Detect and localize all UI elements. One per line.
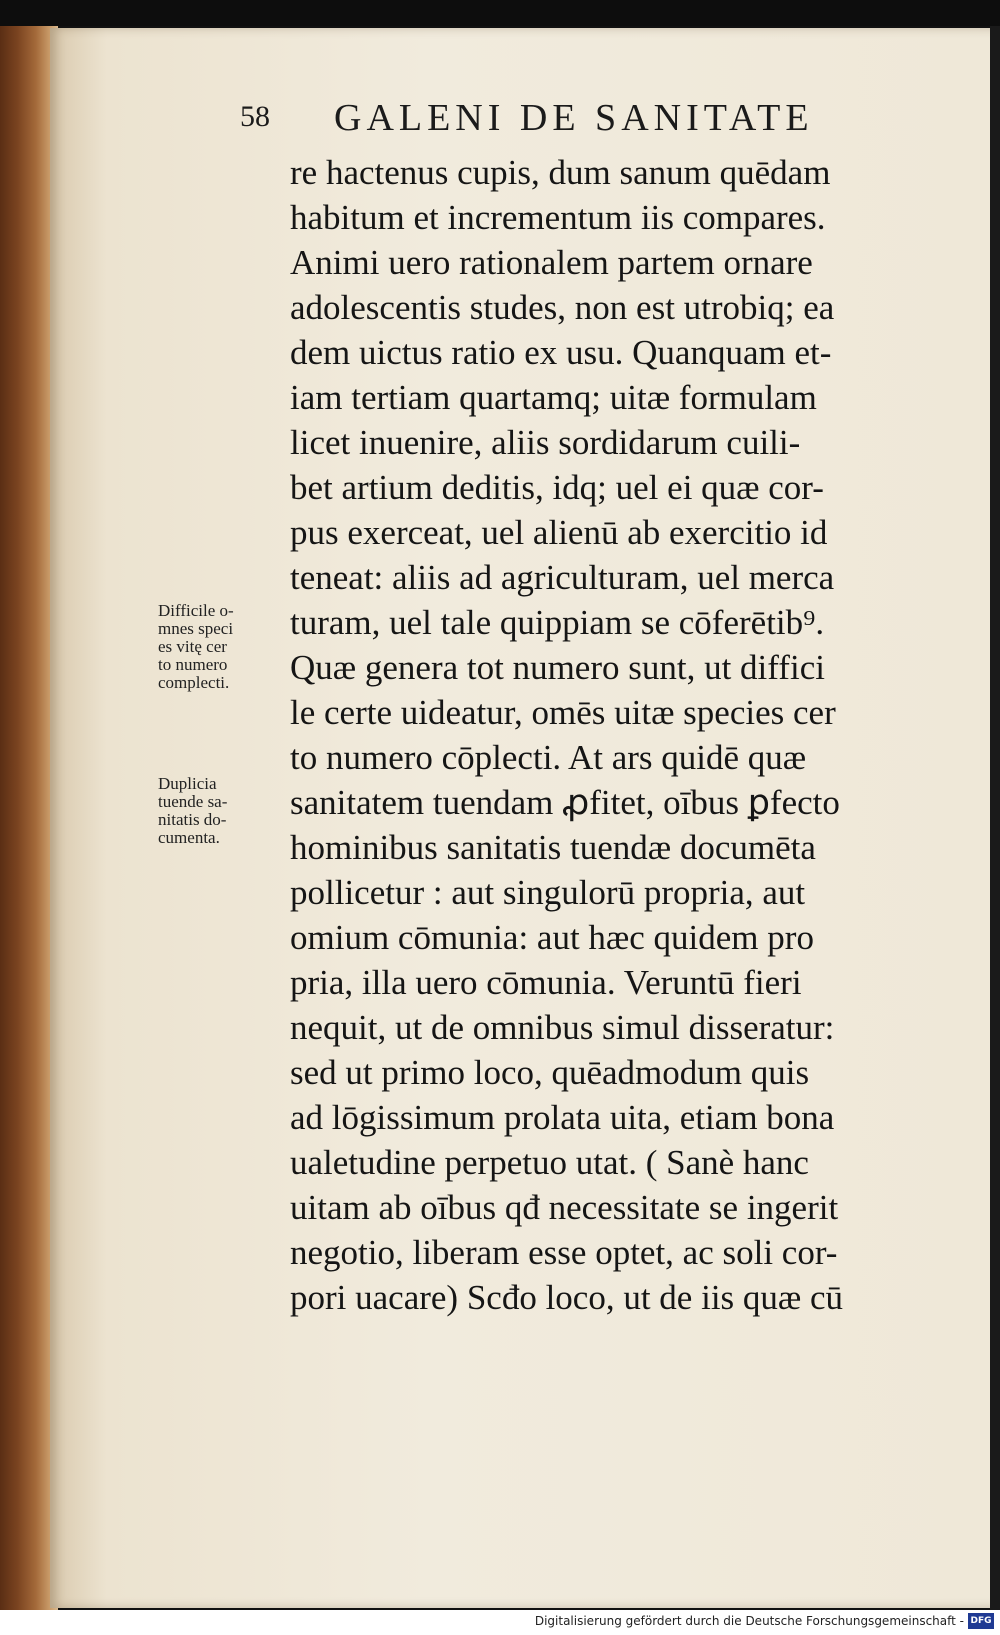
margin-note-line: mnes speci [158, 619, 234, 638]
text-line: ad lōgissimum prolata uita, etiam bona [290, 1098, 835, 1137]
footer-credit: Digitalisierung gefördert durch die Deutsche Forschungsgemeinschaft - [534, 1614, 964, 1628]
text-line: ualetudine perpetuo utat. ( Sanè hanc [290, 1143, 809, 1182]
text-line: sanitatem tuendam ꝓfitet, oībus ꝑfecto [290, 783, 840, 822]
margin-note-line: Difficile o- [158, 601, 234, 620]
text-line: iam tertiam quartamq; uitæ formulam [290, 378, 817, 417]
scan-right-border [990, 26, 1000, 1610]
text-line: bet artium deditis, idq; uel ei quæ cor- [290, 468, 824, 507]
text-line: turam, uel tale quippiam se cōferētib⁹. [290, 603, 825, 642]
text-line: re hactenus cupis, dum sanum quēdam [290, 153, 831, 192]
text-line: negotio, liberam esse optet, ac soli cor- [290, 1233, 838, 1272]
footer-bar [0, 1610, 1000, 1635]
text-line: adolescentis studes, non est utrobiq; ea [290, 288, 835, 327]
text-line: le certe uideatur, omēs uitæ species cer [290, 693, 836, 732]
text-line: sed ut primo loco, quēadmodum quis [290, 1053, 810, 1092]
text-line: pori uacare) Scđo loco, ut de iis quæ cū [290, 1278, 844, 1317]
margin-note-line: nitatis do- [158, 810, 227, 829]
text-line: nequit, ut de omnibus simul disseratur: [290, 1008, 835, 1047]
text-line: habitum et incrementum iis compares. [290, 198, 826, 237]
margin-note-line: to numero [158, 655, 228, 674]
text-line: Quæ genera tot numero sunt, ut diffici [290, 648, 825, 687]
text-line: to numero cōplecti. At ars quidē quæ [290, 738, 807, 777]
text-line: uitam ab oībus qđ necessitate se ingerit [290, 1188, 839, 1227]
text-line: Animi uero rationalem partem ornare [290, 243, 813, 282]
text-line: dem uictus ratio ex usu. Quanquam et- [290, 333, 832, 372]
running-head: GALENI DE SANITATE [334, 97, 814, 139]
text-line: licet inuenire, aliis sordidarum cuili- [290, 423, 801, 462]
body-text [290, 150, 950, 1320]
text-line: teneat: aliis ad agriculturam, uel merca [290, 558, 835, 597]
page-number: 58 [240, 100, 270, 133]
margin-note-line: tuende sa- [158, 792, 228, 811]
margin-note-line: complecti. [158, 673, 230, 692]
text-line: pollicetur : aut singulorū propria, aut [290, 873, 806, 912]
text-line: pus exerceat, uel alienū ab exercitio id [290, 513, 828, 552]
text-line: pria, illa uero cōmunia. Veruntū fieri [290, 963, 802, 1002]
margin-note-line: Duplicia [158, 774, 217, 793]
scan-top-border [0, 0, 1000, 26]
margin-note-difficile [158, 602, 293, 692]
text-line: omium cōmunia: aut hæc quidem pro [290, 918, 814, 957]
margin-note-line: cumenta. [158, 828, 220, 847]
margin-note-duplicia [158, 775, 293, 847]
text-line: hominibus sanitatis tuendæ documēta [290, 828, 816, 867]
dfg-logo: DFG [968, 1613, 994, 1629]
margin-note-line: es vitę cer [158, 637, 227, 656]
